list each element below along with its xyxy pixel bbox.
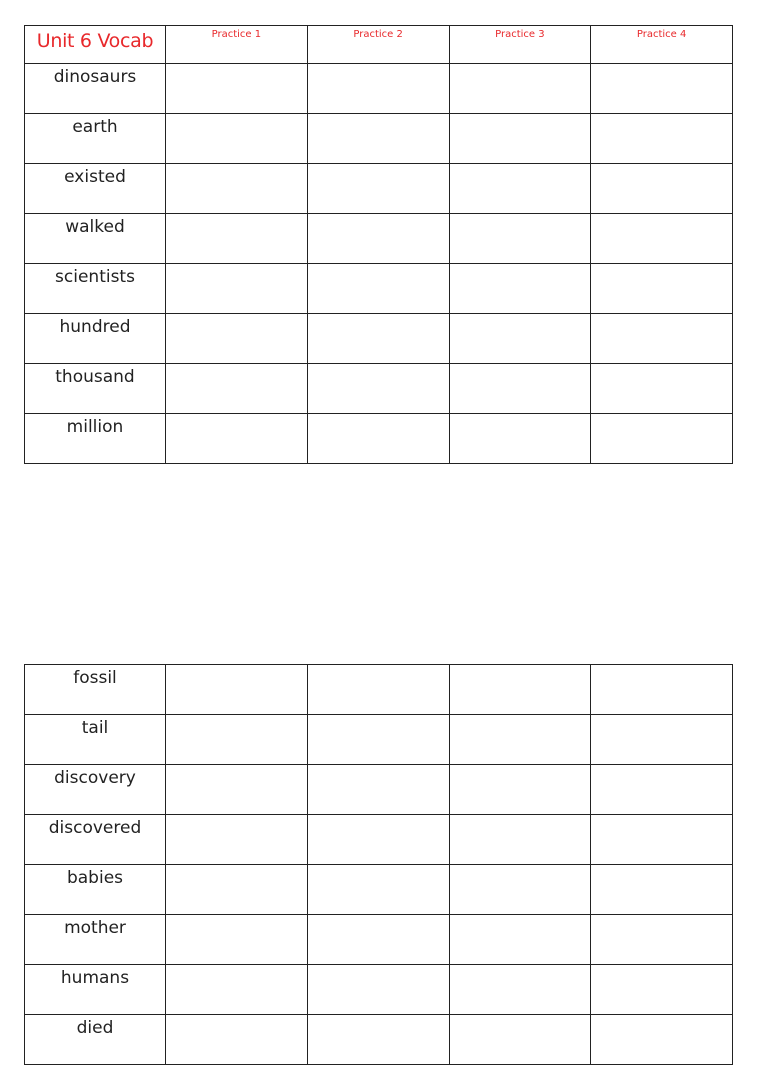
practice-cell[interactable] xyxy=(449,865,591,915)
practice-cell[interactable] xyxy=(307,114,449,164)
practice-cell[interactable] xyxy=(449,815,591,865)
vocab-word: million xyxy=(25,414,166,464)
practice-cell[interactable] xyxy=(591,715,733,765)
practice-cell[interactable] xyxy=(591,865,733,915)
practice-cell[interactable] xyxy=(166,715,308,765)
practice-cell[interactable] xyxy=(449,1015,591,1065)
vocab-word: discovered xyxy=(25,815,166,865)
vocab-word: scientists xyxy=(25,264,166,314)
practice-cell[interactable] xyxy=(307,765,449,815)
practice-cell[interactable] xyxy=(591,164,733,214)
practice-cell[interactable] xyxy=(166,64,308,114)
practice-cell[interactable] xyxy=(307,865,449,915)
table-row xyxy=(25,915,733,965)
table-row xyxy=(25,314,733,364)
vocab-word: humans xyxy=(25,965,166,1015)
vocab-table-bottom xyxy=(24,664,733,1065)
practice-cell[interactable] xyxy=(166,214,308,264)
practice-cell[interactable] xyxy=(591,64,733,114)
vocab-word: earth xyxy=(25,114,166,164)
table-row xyxy=(25,414,733,464)
practice-cell[interactable] xyxy=(591,965,733,1015)
practice-cell[interactable] xyxy=(449,665,591,715)
practice-cell[interactable] xyxy=(449,364,591,414)
practice-header-2: Practice 2 xyxy=(307,26,449,64)
table-row xyxy=(25,965,733,1015)
practice-cell[interactable] xyxy=(449,114,591,164)
practice-cell[interactable] xyxy=(591,114,733,164)
practice-cell[interactable] xyxy=(449,64,591,114)
worksheet-title: Unit 6 Vocab xyxy=(25,26,166,64)
vocab-table-top xyxy=(24,25,733,464)
practice-cell[interactable] xyxy=(591,414,733,464)
practice-cell[interactable] xyxy=(591,214,733,264)
practice-cell[interactable] xyxy=(449,915,591,965)
practice-cell[interactable] xyxy=(166,264,308,314)
practice-cell[interactable] xyxy=(166,765,308,815)
vocab-word: walked xyxy=(25,214,166,264)
practice-cell[interactable] xyxy=(307,414,449,464)
practice-cell[interactable] xyxy=(449,314,591,364)
practice-cell[interactable] xyxy=(307,64,449,114)
practice-header-1: Practice 1 xyxy=(166,26,308,64)
practice-cell[interactable] xyxy=(166,815,308,865)
practice-cell[interactable] xyxy=(307,715,449,765)
table-row xyxy=(25,164,733,214)
practice-cell[interactable] xyxy=(166,865,308,915)
practice-cell[interactable] xyxy=(166,1015,308,1065)
practice-cell[interactable] xyxy=(166,965,308,1015)
table-row xyxy=(25,1015,733,1065)
practice-cell[interactable] xyxy=(307,264,449,314)
vocab-word: existed xyxy=(25,164,166,214)
practice-cell[interactable] xyxy=(591,915,733,965)
practice-cell[interactable] xyxy=(307,364,449,414)
practice-header-3: Practice 3 xyxy=(449,26,591,64)
practice-cell[interactable] xyxy=(307,314,449,364)
table-row xyxy=(25,865,733,915)
practice-cell[interactable] xyxy=(449,765,591,815)
table-row xyxy=(25,815,733,865)
table-row xyxy=(25,214,733,264)
practice-cell[interactable] xyxy=(449,214,591,264)
practice-cell[interactable] xyxy=(166,915,308,965)
practice-cell[interactable] xyxy=(591,1015,733,1065)
practice-cell[interactable] xyxy=(591,665,733,715)
practice-header-4: Practice 4 xyxy=(591,26,733,64)
table-row xyxy=(25,64,733,114)
practice-cell[interactable] xyxy=(166,364,308,414)
table-row xyxy=(25,114,733,164)
vocab-word: discovery xyxy=(25,765,166,815)
practice-cell[interactable] xyxy=(166,665,308,715)
practice-cell[interactable] xyxy=(166,314,308,364)
practice-cell[interactable] xyxy=(591,264,733,314)
table-row xyxy=(25,364,733,414)
vocab-word: tail xyxy=(25,715,166,765)
practice-cell[interactable] xyxy=(307,214,449,264)
vocab-word: mother xyxy=(25,915,166,965)
vocab-word: hundred xyxy=(25,314,166,364)
vocab-word: thousand xyxy=(25,364,166,414)
table-row xyxy=(25,665,733,715)
practice-cell[interactable] xyxy=(591,314,733,364)
practice-cell[interactable] xyxy=(307,164,449,214)
practice-cell[interactable] xyxy=(591,765,733,815)
practice-cell[interactable] xyxy=(166,164,308,214)
vocab-word: fossil xyxy=(25,665,166,715)
practice-cell[interactable] xyxy=(449,264,591,314)
practice-cell[interactable] xyxy=(307,1015,449,1065)
practice-cell[interactable] xyxy=(307,915,449,965)
practice-cell[interactable] xyxy=(591,815,733,865)
vocab-word: dinosaurs xyxy=(25,64,166,114)
practice-cell[interactable] xyxy=(166,114,308,164)
table-row xyxy=(25,264,733,314)
practice-cell[interactable] xyxy=(449,965,591,1015)
practice-cell[interactable] xyxy=(449,414,591,464)
practice-cell[interactable] xyxy=(166,414,308,464)
practice-cell[interactable] xyxy=(307,665,449,715)
practice-cell[interactable] xyxy=(591,364,733,414)
practice-cell[interactable] xyxy=(449,715,591,765)
practice-cell[interactable] xyxy=(449,164,591,214)
header-row xyxy=(25,26,733,64)
table-row xyxy=(25,765,733,815)
table-row xyxy=(25,715,733,765)
practice-cell[interactable] xyxy=(307,965,449,1015)
practice-cell[interactable] xyxy=(307,815,449,865)
vocab-word: died xyxy=(25,1015,166,1065)
vocab-word: babies xyxy=(25,865,166,915)
